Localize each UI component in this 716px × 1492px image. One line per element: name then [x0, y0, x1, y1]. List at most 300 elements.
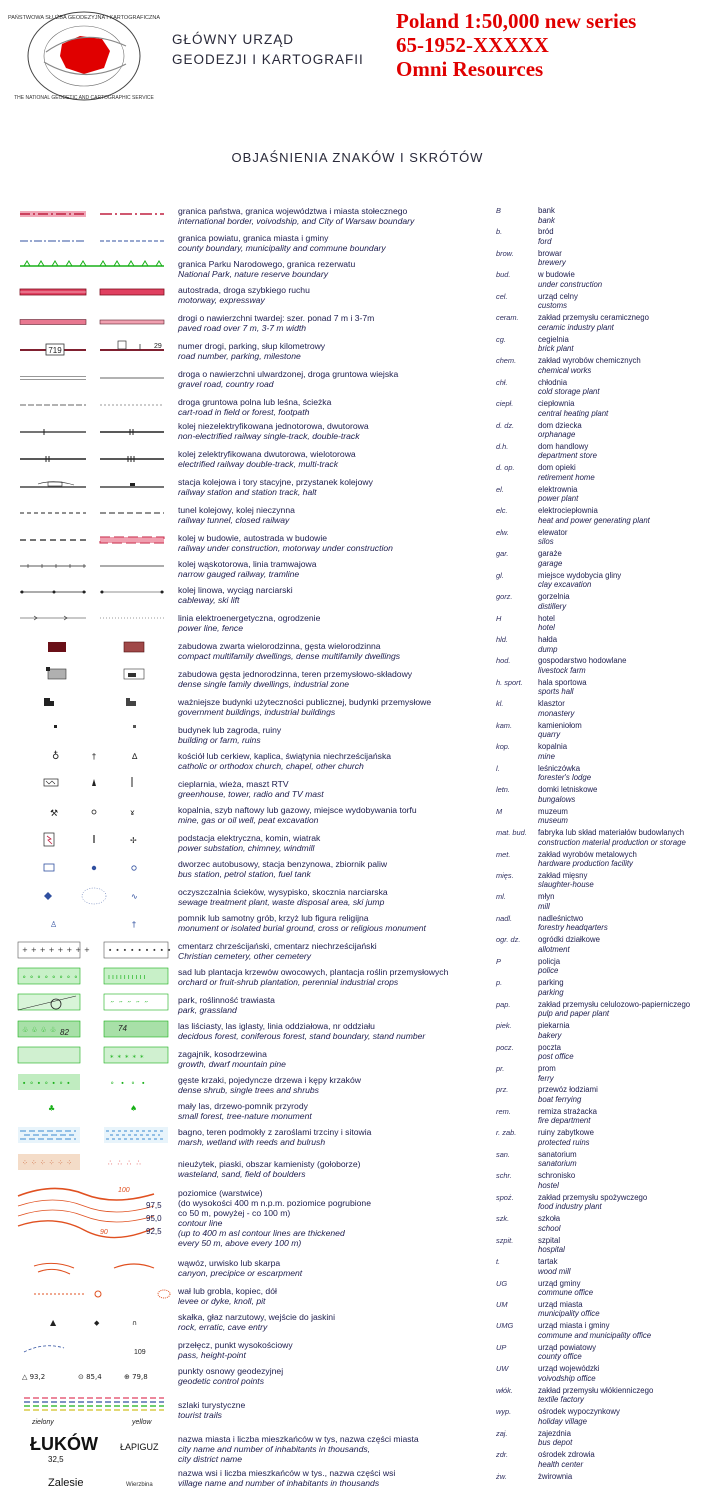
abbreviation-code: bud.: [496, 270, 511, 280]
abbreviation-english: retirement home: [538, 472, 595, 482]
height-point-1: △ 93,2: [22, 1373, 46, 1381]
legend-row-polish: linia elektroenergetyczna, ogrodzenie: [178, 613, 321, 623]
abbreviation-polish: szkoła: [538, 1214, 561, 1224]
legend-row: [178, 725, 488, 745]
city-district-sample: ŁAPIGUZ: [120, 1442, 159, 1452]
svg-text:ɤ: ɤ: [130, 808, 135, 817]
legend-row-polish: bagno, teren podmokły z zaroślami trzciny i sitowia: [178, 1127, 372, 1137]
legend-row: [178, 369, 488, 389]
abbreviation-polish: zakład wyrobów metalowych: [538, 849, 637, 859]
forest-symbol: [18, 1021, 168, 1037]
legend-row-polish: zabudowa zwarta wielorodzinna, gęsta wielorodzinna: [178, 641, 381, 651]
svg-text:∴∴∴∴: ∴∴∴∴: [108, 1159, 146, 1167]
legend-row-polish: droga gruntowa polna lub leśna, ścieżka: [178, 397, 332, 407]
legend-row-english: growth, dwarf mountain pine: [178, 1059, 286, 1069]
legend-row: [178, 1312, 488, 1332]
abbreviation-description: [538, 1343, 716, 1362]
svg-text:♠: ♠: [130, 1104, 138, 1113]
legend-row-polish: kościół lub cerkiew, kaplica, świątynia niechrześcijańska: [178, 751, 392, 761]
abbreviation-description: [538, 571, 716, 590]
abbreviation-description: [538, 1128, 716, 1147]
abbreviation-polish: zakład przemysłu włókienniczego: [538, 1385, 654, 1395]
abbreviation-description: [538, 678, 716, 697]
gravel-road-symbol: [20, 377, 164, 380]
product-label: [396, 9, 636, 81]
legend-row-polish: granica powiatu, granica miasta i gminy: [178, 233, 329, 243]
legend-row-english: park, grassland: [178, 1005, 237, 1015]
abbreviation-code: hld.: [496, 635, 508, 644]
abbreviation-description: [538, 1085, 716, 1104]
abbreviation-description: [538, 399, 716, 418]
abbreviation-description: [538, 1064, 716, 1083]
abbreviation-polish: poczta: [538, 1042, 561, 1052]
contour-en-2: (up to 400 m asl contour lines are thickened: [178, 1228, 345, 1238]
legend-row: [178, 697, 488, 717]
abbreviation-code: t.: [496, 1257, 501, 1267]
abbreviation-polish: ośrodek zdrowia: [538, 1450, 595, 1460]
legend-row: [178, 859, 488, 879]
legend-row: [178, 449, 488, 469]
legend-row-polish: punkty osnowy geodezyjnej: [178, 1366, 284, 1376]
legend-row-polish: droga o nawierzchni ulwardzonej, droga gruntowa wiejska: [178, 369, 399, 379]
abbreviation-polish: ciepłownia: [538, 399, 575, 409]
national-park-symbol: [20, 261, 164, 266]
abbreviation-description: [538, 871, 716, 890]
abbreviation-code: b.: [496, 227, 503, 237]
legend-row-polish: nazwa miasta i liczba mieszkańców w tys, nazwa części miasta: [178, 1434, 419, 1444]
abbreviation-description: [538, 807, 716, 826]
abbreviation-english: pulp and paper plant: [538, 1009, 610, 1019]
legend-row: [178, 613, 488, 633]
abbreviation-polish: cegielnia: [538, 334, 569, 344]
abbreviation-polish: prom: [538, 1064, 556, 1073]
abbreviation-description: [538, 378, 716, 397]
abbreviation-english: chemical works: [538, 365, 592, 375]
abbreviation-english: municipality office: [538, 1309, 600, 1319]
legend-row: [178, 1075, 488, 1095]
legend-row-polish: podstacja elektryczna, komin, wiatrak: [178, 833, 321, 843]
legend-row: [178, 1340, 488, 1360]
product-label-line-3: Omni Resources: [396, 57, 544, 81]
legend-row-english: National Park, nature reserve boundary: [178, 269, 328, 279]
abbreviation-english: bakery: [538, 1030, 562, 1040]
abbreviation-polish: zakład wyrobów chemicznych: [538, 356, 641, 366]
abbreviation-description: [538, 635, 716, 654]
legend-row-english: paved road over 7 m, 3-7 m width: [178, 323, 307, 333]
svg-text:∿: ∿: [131, 892, 138, 901]
legend-row-polish: cmentarz chrześcijański, cmentarz niechrześcijański: [178, 941, 377, 951]
abbreviation-description: [538, 463, 716, 482]
abbreviation-description: [538, 1407, 716, 1426]
legend-row-polish: tunel kolejowy, kolej nieczynna: [178, 505, 295, 515]
abbreviation-english: brick plant: [538, 344, 574, 354]
legend-row-polish: park, roślinność trawiasta: [178, 995, 275, 1005]
abbreviation-english: customs: [538, 301, 568, 311]
legend-row-english: small forest, tree-nature monument: [178, 1111, 312, 1121]
abbreviation-code: letn.: [496, 785, 510, 795]
legend-row: [178, 751, 488, 771]
abbreviation-code: pap.: [496, 999, 511, 1009]
legend-row-english: county boundary, municipality and commune boundary: [178, 243, 386, 253]
svg-text:⁘⁘⁘⁘⁘⁘: ⁘⁘⁘⁘⁘⁘: [22, 1159, 76, 1167]
svg-text:†: †: [132, 920, 136, 929]
legend-row-polish: pomnik lub samotny grób, krzyż lub figura religijna: [178, 913, 369, 923]
abbreviation-code: cg.: [496, 334, 506, 344]
legend-row-english: city name and number of inhabitants in thousands,: [178, 1444, 371, 1454]
mine-symbol: [50, 808, 135, 819]
abbreviation-english: textile factory: [538, 1395, 584, 1405]
abbreviation-description: [538, 828, 716, 847]
abbreviation-english: boat ferrying: [538, 1094, 582, 1104]
railway-symbol: [20, 429, 164, 435]
legend-row-english: dense single family dwellings, industrial zone: [178, 679, 350, 689]
abbreviation-english: central heating plant: [538, 408, 609, 418]
marsh-symbol: [18, 1127, 168, 1143]
abbreviation-english: wood mill: [538, 1266, 571, 1276]
abbreviation-code: d. dz.: [496, 420, 515, 430]
legend-row-english: dense shrub, single trees and shrubs: [178, 1085, 319, 1095]
svg-text:ıııııııııı: ıııııııııı: [108, 973, 148, 981]
abbreviation-description: [538, 742, 716, 761]
abbreviation-polish: dom dziecka: [538, 420, 582, 430]
abbreviation-english: commune office: [538, 1288, 594, 1297]
abbreviation-english: dump: [538, 644, 558, 654]
legend-row: [178, 341, 488, 361]
legend-row-english: catholic or orthodox church, chapel, other church: [178, 761, 364, 771]
svg-text:++++++++: ++++++++: [22, 946, 93, 954]
trail-label-yellow: yellow: [132, 1419, 152, 1426]
abbreviation-polish: kamieniołom: [538, 720, 582, 730]
contour-100: 100: [118, 1187, 130, 1194]
abbreviation-code: kop.: [496, 742, 510, 752]
abbreviation-polish: młyn: [538, 892, 555, 902]
abbreviation-english: forestry headqarters: [538, 923, 608, 933]
abbreviation-english: power plant: [538, 494, 579, 504]
abbreviation-code: spoż.: [496, 1192, 514, 1202]
contour-value-3: 92,5: [146, 1227, 162, 1236]
abbreviation-description: [538, 421, 716, 440]
abbreviation-polish: hałda: [538, 635, 558, 644]
agency-line-2: GEODEZJI I KARTOGRAFII: [172, 52, 364, 67]
legend-row-english: tourist trails: [178, 1410, 222, 1420]
abbreviation-code: chł.: [496, 377, 508, 387]
legend-row: [178, 585, 488, 605]
abbreviation-polish: urząd celny: [538, 291, 578, 301]
abbreviation-english: garage: [538, 558, 563, 568]
page-title: OBJAŚNIENIA ZNAKÓW I SKRÓTÓW: [231, 150, 484, 165]
svg-text:״״״״״: ״״״״״: [110, 999, 153, 1007]
svg-text:∆: ∆: [132, 752, 138, 761]
railway-station-symbol: [20, 482, 164, 487]
abbreviation-polish: browar: [538, 248, 562, 258]
abbreviation-description: [538, 850, 716, 869]
abbreviation-code: chem.: [496, 356, 517, 366]
legend-row-polish: gęste krzaki, pojedyncze drzewa i kępy krzaków: [178, 1075, 361, 1085]
legend-row-english: railway station and station track, halt: [178, 487, 317, 497]
abbreviation-code: P: [496, 956, 501, 966]
svg-text:†: †: [92, 752, 96, 761]
abbreviation-code: pr.: [496, 1064, 505, 1073]
contour-90: 90: [100, 1229, 108, 1236]
svg-text:♁: ♁: [52, 751, 60, 762]
abbreviation-polish: domki letniskowe: [538, 785, 598, 795]
abbreviation-code: mat. bud.: [496, 828, 527, 838]
agency-seal-icon: [8, 6, 160, 106]
legend-row-polish: kolej niezelektryfikowana jednotorowa, dwutorowa: [178, 421, 369, 431]
pass-symbol: [24, 1346, 146, 1356]
abbreviation-code: elc.: [496, 506, 508, 516]
abbreviation-polish: zakład przemysłu ceramicznego: [538, 313, 649, 323]
abbreviation-english: mill: [538, 901, 550, 911]
abbreviation-polish: ruiny zabytkowe: [538, 1128, 594, 1138]
legend-row-polish: szlaki turystyczne: [178, 1400, 246, 1410]
legend-row: [178, 913, 488, 933]
abbreviation-polish: urząd wojewódzki: [538, 1364, 600, 1374]
agency-line-1: GŁÓWNY URZĄD: [172, 32, 295, 47]
abbreviation-code: nadl.: [496, 913, 513, 923]
legend-row: [178, 1400, 488, 1420]
legend-row: [178, 285, 488, 305]
substation-symbol: [44, 833, 137, 846]
svg-text:⚒: ⚒: [50, 809, 59, 819]
svg-text:∙∘∙∘∙∘∙: ∙∘∙∘∙∘∙: [22, 1079, 74, 1087]
abbreviation-polish: elektrownia: [538, 484, 578, 494]
legend-row-polish: sad lub plantacja krzewów owocowych, plantacja roślin przemysłowych: [178, 967, 449, 977]
legend-row-polish: przełęcz, punkt wysokościowy: [178, 1340, 293, 1350]
abbreviation-polish: przewóz łodziami: [538, 1085, 598, 1095]
abbreviation-code: szpit.: [496, 1235, 514, 1245]
legend-row: [178, 1127, 488, 1147]
cableway-symbol: [20, 591, 164, 594]
abbreviation-description: [538, 549, 716, 568]
abbreviation-description: [538, 721, 716, 740]
legend-row-english: geodetic control points: [178, 1376, 264, 1386]
bus-station-symbol: [44, 864, 136, 871]
legend-row: [178, 995, 488, 1015]
abbreviation-description: [538, 785, 716, 804]
abbreviation-english: hospital: [538, 1245, 565, 1255]
legend-row-english: motorway, expressway: [178, 295, 265, 305]
legend-row-english: power substation, chimney, windmill: [178, 843, 315, 853]
abbreviation-description: [538, 292, 716, 311]
legend-row-polish: kolej w budowie, autostrada w budowie: [178, 533, 328, 543]
legend-row-polish: nazwa wsi i liczba mieszkańców w tys., nazwa części wsi: [178, 1468, 396, 1478]
abbreviation-polish: remiza strażacka: [538, 1106, 597, 1116]
abbreviation-polish: garaże: [538, 549, 562, 559]
abbreviation-polish: hala sportowa: [538, 677, 587, 687]
canyon-symbol: [34, 1263, 154, 1274]
svg-text:✢: ✢: [130, 836, 137, 845]
abbreviation-description: [538, 699, 716, 718]
legend-row-polish: kolej linowa, wyciąg narciarski: [178, 585, 293, 595]
legend-row: [178, 669, 488, 689]
product-label-line-1: Poland 1:50,000 new series: [396, 9, 637, 33]
legend-row-english: cableway, ski lift: [178, 595, 240, 605]
geodetic-points-symbol: [22, 1373, 148, 1381]
abbreviation-description: [538, 1171, 716, 1190]
abbreviation-description: [538, 442, 716, 461]
abbreviation-description: [538, 206, 716, 225]
road-number-symbol: [20, 341, 164, 355]
abbreviation-code: schr.: [496, 1171, 512, 1181]
legend-row: [178, 259, 488, 279]
abbreviation-polish: chłodnia: [538, 377, 568, 387]
abbreviation-code: ml.: [496, 892, 506, 902]
legend-row-english: railway tunnel, closed railway: [178, 515, 290, 525]
abbreviation-code: ceram.: [496, 313, 519, 323]
abbreviation-description: [538, 656, 716, 675]
svg-text:♙: ♙: [50, 920, 58, 929]
legend-row: [178, 397, 488, 417]
abbreviation-description: [538, 1193, 716, 1212]
legend-row: [178, 1434, 488, 1464]
legend-row-english: non-electrified railway single-track, double-track: [178, 431, 360, 441]
abbreviation-polish: gorzelnia: [538, 592, 570, 602]
abbreviation-polish: parking: [538, 978, 564, 988]
abbreviation-description: [538, 592, 716, 611]
abbreviation-polish: w budowie: [538, 270, 575, 280]
legend-row-english: international border, voivodship, and City of Warsaw boundary: [178, 216, 415, 226]
sewage-symbol: [44, 888, 138, 904]
legend-row: [178, 1101, 488, 1121]
legend-row-polish: budynek lub zagroda, ruiny: [178, 725, 282, 735]
building-symbol: [54, 725, 136, 728]
village-part-sample: Wierzbina: [126, 1482, 153, 1488]
legend-row-english: government buildings, industrial buildings: [178, 707, 336, 717]
village-name-sample: Zalesie: [48, 1477, 84, 1489]
abbreviation-code: p.: [496, 978, 503, 988]
legend-row: [178, 941, 488, 961]
legend-row: [178, 206, 488, 226]
cemetery-symbol: [18, 942, 174, 958]
legend-row-english: power line, fence: [178, 623, 243, 633]
abbreviation-description: [538, 1300, 716, 1319]
abbreviation-code: zaj.: [496, 1428, 508, 1438]
legend-row-english: narrow gauged railway, tramline: [178, 569, 300, 579]
legend-row-polish: ważniejsze budynki użyteczności publicznej, budynki przemysłowe: [178, 697, 432, 707]
abbreviation-polish: szpital: [538, 1235, 561, 1245]
svg-text:∩: ∩: [132, 1319, 138, 1327]
height-point-3: ⊕ 79,8: [124, 1373, 148, 1381]
legend-row-english: cart-road in field or forest, footpath: [178, 407, 310, 417]
electrified-railway-symbol: [20, 456, 164, 462]
abbreviation-polish: elewator: [538, 527, 568, 537]
wasteland-symbol: [18, 1154, 146, 1170]
abbreviation-description: [538, 764, 716, 783]
abbreviation-description: [538, 485, 716, 504]
svg-text:♧♧♧♧: ♧♧♧♧: [22, 1026, 60, 1034]
contour-value-2: 95,0: [146, 1214, 162, 1223]
abbreviation-polish: ośrodek wypoczynkowy: [538, 1407, 620, 1417]
legend-row-polish: autostrada, droga szybkiego ruchu: [178, 285, 310, 295]
contour-value-1: 97,5: [146, 1201, 162, 1210]
svg-text:♣: ♣: [48, 1104, 56, 1113]
abbreviation-description: [538, 1000, 716, 1019]
abbreviation-description: [538, 935, 716, 954]
legend-row-polish: cieplarnia, wieża, maszt RTV: [178, 779, 289, 789]
abbreviation-english: school: [538, 1223, 561, 1233]
abbreviation-description: [538, 892, 716, 911]
abbreviation-english: livestock farm: [538, 665, 586, 675]
legend-row-english: gravel road, country road: [178, 379, 274, 389]
under-construction-symbol: [20, 537, 164, 543]
abbreviation-english: museum: [538, 816, 568, 826]
abbreviation-english: hostel: [538, 1180, 559, 1190]
abbreviation-code: piek.: [496, 1021, 512, 1031]
contour-legend: [178, 1188, 371, 1248]
abbreviation-english: quarry: [538, 730, 561, 740]
legend-row: [178, 1159, 488, 1179]
abbreviation-english: commune and municipality office: [538, 1330, 652, 1340]
abbreviation-polish: urząd miasta i gminy: [538, 1321, 610, 1331]
church-symbol: [52, 750, 138, 762]
legend-row-polish: stacja kolejowa i tory stacyjne, przystanek kolejowy: [178, 477, 373, 487]
abbreviation-english: department store: [538, 451, 597, 461]
abbreviation-description: [538, 356, 716, 375]
legend-row: [178, 505, 488, 525]
contour-en-1: contour line: [178, 1218, 223, 1228]
abbreviation-code: B: [496, 206, 501, 215]
abbreviation-code: el.: [496, 484, 504, 494]
abbreviation-description: [538, 1214, 716, 1233]
abbreviation-english: county office: [538, 1352, 582, 1362]
border-symbol: [20, 211, 164, 217]
abbreviation-code: d.h.: [496, 441, 509, 451]
legend-row-english: decidous forest, coniferous forest, stand boundary, stand number: [178, 1031, 426, 1041]
abbreviation-polish: ogródki działkowe: [538, 935, 600, 945]
abbreviation-code: kam.: [496, 720, 513, 730]
abbreviation-english: parking: [538, 987, 564, 997]
legend-row-english: building or farm, ruins: [178, 735, 261, 745]
abbreviation-english: food industry plant: [538, 1202, 602, 1212]
abbreviation-description: [538, 914, 716, 933]
legend-row-english: Christian cemetery, other cemetery: [178, 951, 312, 961]
abbreviation-polish: zajezdnia: [538, 1428, 571, 1438]
abbreviation-code: d. op.: [496, 463, 515, 473]
abbreviation-polish: żwirownia: [538, 1471, 573, 1481]
legend-row-english: compact multifamily dwellings, dense multifamily dwellings: [178, 651, 401, 661]
abbreviation-polish: sanatorium: [538, 1149, 577, 1159]
abbreviation-polish: elektrociepłownia: [538, 506, 598, 516]
greenhouse-symbol: [44, 777, 132, 787]
abbreviation-english: orphanage: [538, 430, 576, 439]
agency-name: [172, 30, 364, 70]
abbreviation-english: mine: [538, 751, 555, 761]
abbreviation-polish: gospodarstwo hodowlane: [538, 656, 627, 666]
legend-row: [178, 779, 488, 799]
abbreviation-polish: miejsce wydobycia gliny: [538, 570, 622, 580]
park-symbol: [18, 994, 168, 1010]
power-line-symbol: [20, 616, 164, 620]
abbreviation-polish: zakład przemysłu celulozowo-papierniczego: [538, 999, 691, 1009]
abbreviation-description: [538, 1107, 716, 1126]
government-buildings-symbol: [44, 698, 136, 706]
legend-row-polish: las liściasty, las iglasty, linia oddziałowa, nr oddziału: [178, 1021, 375, 1031]
legend-row: [178, 1286, 488, 1306]
abbreviation-description: [538, 313, 716, 332]
legend-row-english: mine, gas or oil well, peat excavation: [178, 815, 319, 825]
abbreviation-description: [538, 1236, 716, 1255]
abbreviation-code: r. zab.: [496, 1128, 517, 1138]
svg-text:∘∙∘∙: ∘∙∘∙: [110, 1079, 152, 1087]
contour-symbol: [18, 1187, 154, 1238]
legend-row-polish: granica państwa, granica województwa i miasta stołecznego: [178, 206, 408, 216]
abbreviation-code: ciepł.: [496, 399, 514, 409]
orchard-symbol: [18, 968, 168, 984]
abbreviation-english: forester's lodge: [538, 773, 592, 783]
legend-row: [178, 1366, 488, 1386]
legend-row-english-2: city district name: [178, 1454, 242, 1464]
